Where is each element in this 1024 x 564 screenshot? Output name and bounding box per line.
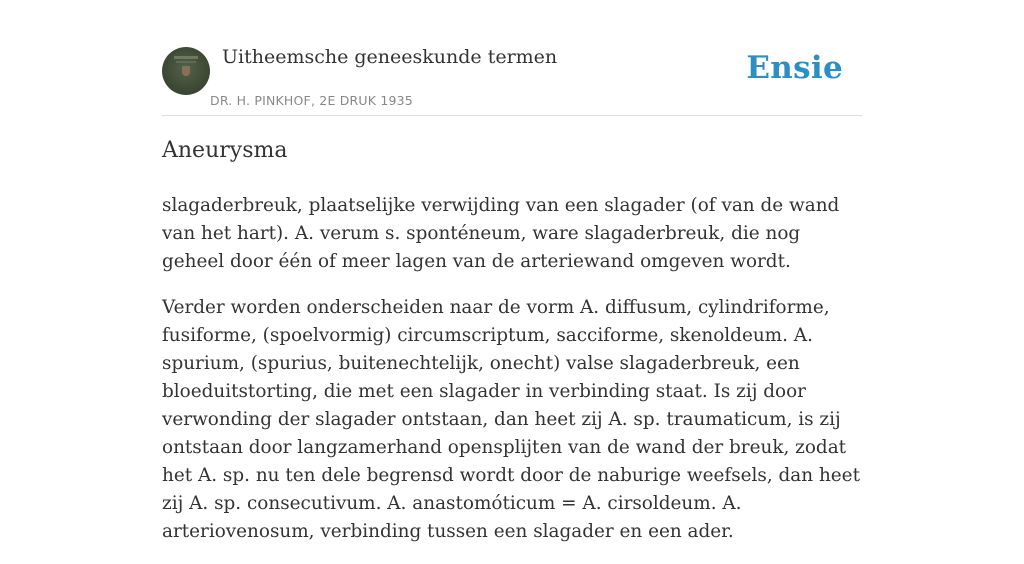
header: [162, 0, 862, 116]
cover-emblem-icon: [182, 66, 190, 76]
page: [162, 0, 862, 542]
entry-term: Aneurysma: [162, 138, 288, 163]
book-cover-thumbnail[interactable]: [162, 47, 210, 95]
entry-definition: [162, 192, 862, 564]
cover-title-band: [174, 56, 198, 59]
cover-subtitle-band: [176, 61, 196, 63]
definition-paragraph: slagaderbreuk, plaatselijke verwijding van een slagader (of van de wand van het hart). A. verum s. sponténeum, ware slagaderbreuk, die nog geheel door één of meer lagen van de arteriewand omgeven wordt.: [162, 195, 840, 272]
definition-paragraph: Verder worden onderscheiden naar de vorm A. diffusum, cylindriforme, fusiforme, (spoelvormig) circumscriptum, sacciforme, skenoldeum. A. spurium, (spurius, buitenechtelijk, onecht) valse slagaderbreuk, een bloeduitstorting, die met een slagader in verbinding staat. Is zij door verwonding der slagader ontstaan, dan heet zij A. sp. traumaticum, is zij ontstaan door langzamerhand opensplijten van de wand der breuk, zodat het A. sp. nu ten dele begrensd wordt door de naburige weefsels, dan heet zij A. sp. consecutivum. A. anastomóticum = A. cirsoldeum. A. arteriovenosum, verbinding tussen een slagader en een ader.: [162, 297, 860, 542]
book-title[interactable]: Uitheemsche geneeskunde termen: [222, 46, 558, 68]
book-author: DR. H. PINKHOF, 2E DRUK 1935: [210, 93, 413, 108]
brand-logo[interactable]: Ensie: [746, 50, 843, 86]
